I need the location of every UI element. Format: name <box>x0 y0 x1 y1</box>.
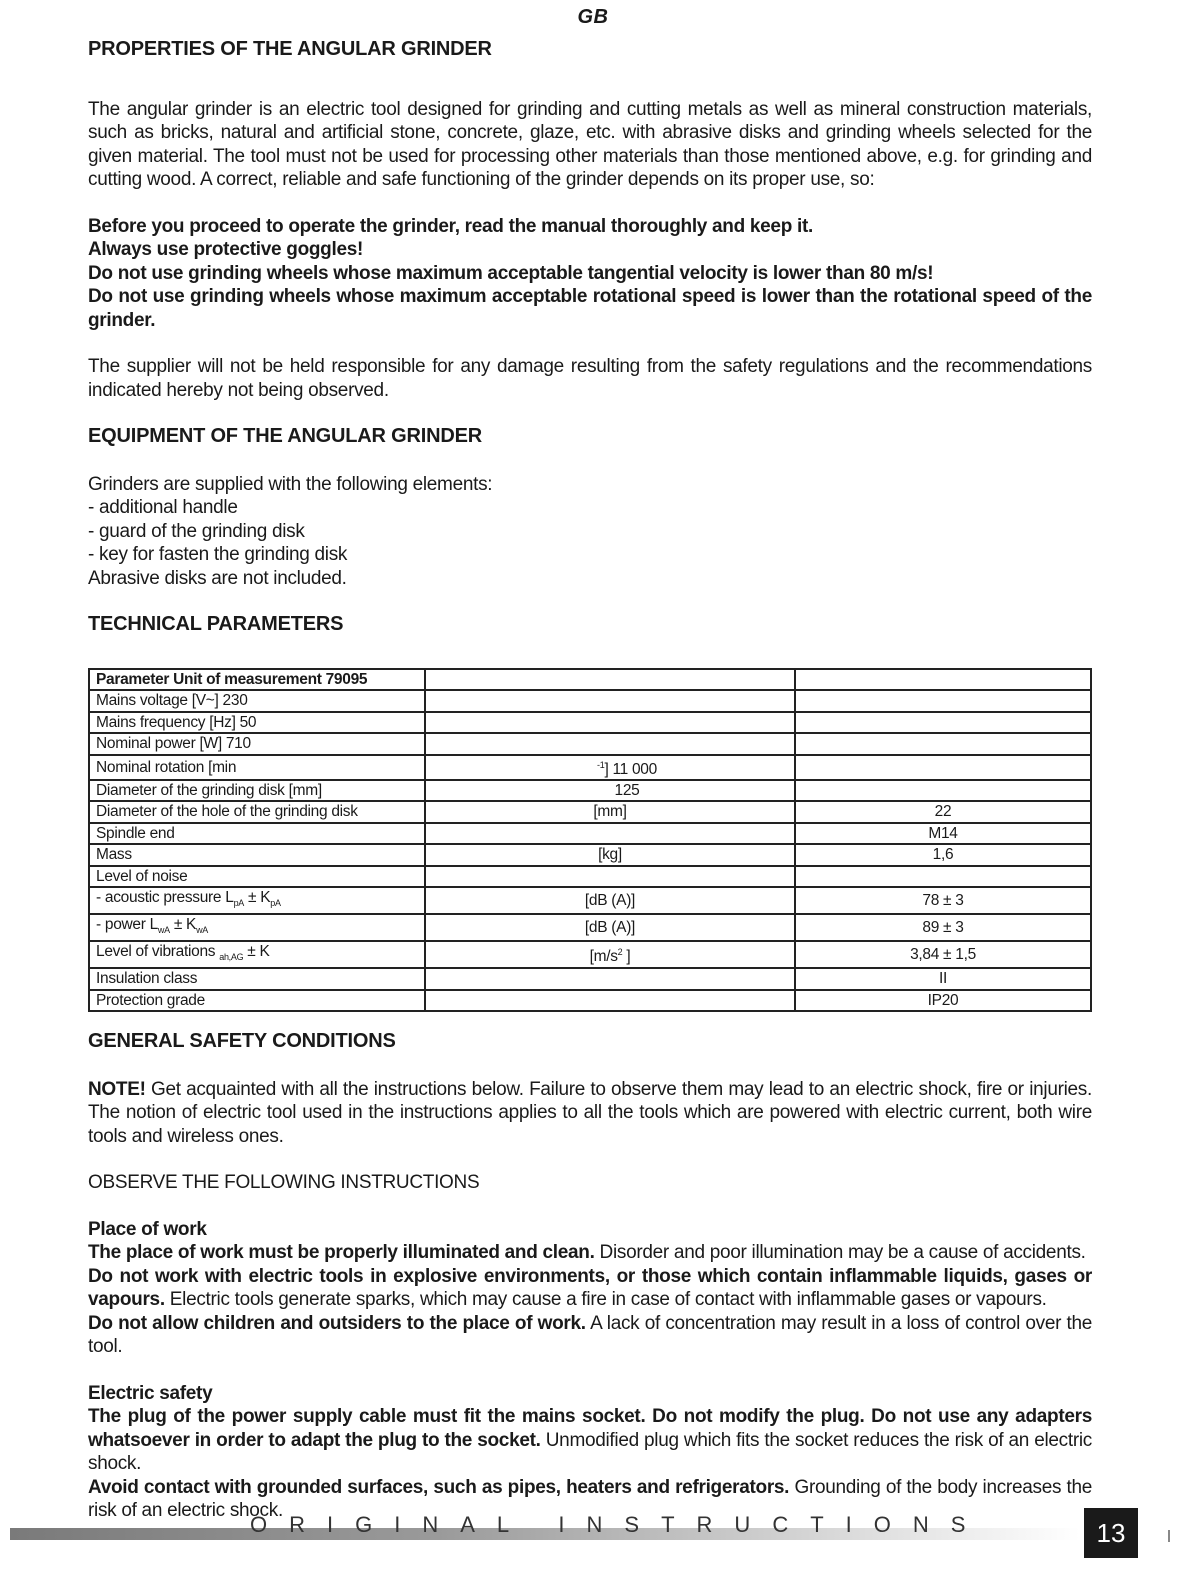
table-row <box>89 968 1091 990</box>
properties-title: PROPERTIES OF THE ANGULAR GRINDER <box>88 38 492 60</box>
table-cell <box>89 887 425 914</box>
table-row <box>89 887 1091 914</box>
electric-safety-section <box>88 1382 1092 1523</box>
cell-text: Level of vibrations <box>96 943 220 960</box>
table-row <box>89 844 1091 866</box>
table-cell: [dB (A)] <box>425 914 795 941</box>
table-cell <box>795 866 1091 888</box>
table-cell: Level of noise <box>89 866 425 888</box>
equipment-item-guard: - guard of the grinding disk <box>88 520 305 542</box>
bold-text: Avoid contact with grounded surfaces, such as pipes, heaters and refrigerators. <box>88 1476 790 1498</box>
table-header-row <box>89 669 1091 691</box>
table-cell: 1,6 <box>795 844 1091 866</box>
table-cell: Nominal power [W] 710 <box>89 733 425 755</box>
table-cell <box>425 690 795 712</box>
properties-warnings <box>88 215 1092 333</box>
place-paragraph-1 <box>88 1241 1092 1265</box>
table-cell <box>795 780 1091 802</box>
table-cell <box>425 968 795 990</box>
observe-instructions: OBSERVE THE FOLLOWING INSTRUCTIONS <box>88 1172 480 1193</box>
table-cell: Mass <box>89 844 425 866</box>
table-row <box>89 801 1091 823</box>
subscript: ah,AG <box>219 952 244 962</box>
safety-title: GENERAL SAFETY CONDITIONS <box>88 1030 396 1052</box>
subscript: wA <box>157 925 170 935</box>
cell-text: ± K <box>169 916 197 933</box>
cell-text: - acoustic pressure L <box>96 889 234 906</box>
technical-title: TECHNICAL PARAMETERS <box>88 613 344 635</box>
warning-read-manual: Before you proceed to operate the grinder, read the manual thoroughly and keep it. <box>88 215 813 237</box>
table-row <box>89 866 1091 888</box>
table-cell: Diameter of the hole of the grinding disk <box>89 801 425 823</box>
superscript: -1 <box>597 759 605 770</box>
table-cell <box>795 733 1091 755</box>
table-cell <box>795 669 1091 691</box>
footer-original-instructions: ORIGINAL INSTRUCTIONS <box>250 1512 988 1537</box>
superscript: 2 <box>617 947 623 957</box>
table-cell: Protection grade <box>89 990 425 1012</box>
table-cell: 78 ± 3 <box>795 887 1091 914</box>
table-cell <box>795 712 1091 734</box>
place-of-work-section <box>88 1218 1092 1359</box>
table-row <box>89 755 1091 780</box>
place-of-work-heading: Place of work <box>88 1218 207 1240</box>
table-cell: [dB (A)] <box>425 887 795 914</box>
table-cell: Mains voltage [V~] 230 <box>89 690 425 712</box>
cell-text: ] <box>622 948 631 965</box>
table-cell <box>89 914 425 941</box>
table-cell: Nominal rotation [min <box>89 755 425 780</box>
table-row <box>89 780 1091 802</box>
properties-intro: The angular grinder is an electric tool designed for grinding and cutting metals as well as mineral construction materials, such as bricks, natural and artificial stone, concrete, glaze, etc. with abrasive disks and grinding wheels selected for the given material. The tool must not be used for processing other materials than those mentioned above, e.g. for grinding and cutting wood. A correct, reliable and safe functioning of the grinder depends on its proper use, so: <box>88 98 1092 190</box>
cell-text: ± K <box>243 943 270 960</box>
table-cell <box>795 755 1091 780</box>
edge-mark <box>1168 1530 1170 1542</box>
body-text: Grounding of the body increases the risk of an electric shock. <box>88 1476 1092 1521</box>
body-text: Unmodified plug which fits the socket reduces the risk of an electric shock. <box>88 1429 1092 1474</box>
table-cell: 22 <box>795 801 1091 823</box>
table-cell: M14 <box>795 823 1091 845</box>
electric-paragraph-1 <box>88 1405 1092 1476</box>
table-row <box>89 914 1091 941</box>
cell-text: [m/s <box>589 948 618 965</box>
note-text: Get acquainted with all the instructions below. Failure to observe them may lead to an electric shock, fire or injuries. The notion of electric tool used in the instructions applies to all the tools which are powered with electric current, both wire tools and wireless ones. <box>88 1078 1092 1147</box>
equipment-item-key: - key for fasten the grinding disk <box>88 544 348 565</box>
table-row <box>89 712 1091 734</box>
table-cell: [kg] <box>425 844 795 866</box>
table-row <box>89 733 1091 755</box>
table-cell <box>425 669 795 691</box>
table-header-cell: Parameter Unit of measurement 79095 <box>89 669 425 691</box>
properties-disclaimer: The supplier will not be held responsible for any damage resulting from the safety regulations and the recommendations indicated hereby not being observed. <box>88 356 1092 401</box>
table-cell: Diameter of the grinding disk [mm] <box>89 780 425 802</box>
table-cell <box>425 866 795 888</box>
table-row <box>89 990 1091 1012</box>
table-cell: 89 ± 3 <box>795 914 1091 941</box>
equipment-intro: Grinders are supplied with the following elements: <box>88 473 493 495</box>
equipment-item-handle: - additional handle <box>88 497 238 518</box>
body-text: Electric tools generate sparks, which may cause a fire in case of contact with inflammable gases or vapours. <box>164 1289 1047 1310</box>
table-cell: II <box>795 968 1091 990</box>
place-paragraph-3 <box>88 1312 1092 1359</box>
table-cell <box>425 733 795 755</box>
warning-tangential-velocity: Do not use grinding wheels whose maximum acceptable tangential velocity is lower than 80 m/s! <box>88 262 934 284</box>
table-cell <box>425 941 795 968</box>
table-cell: 3,84 ± 1,5 <box>795 941 1091 968</box>
table-row <box>89 823 1091 845</box>
cell-text: ] 11 000 <box>604 760 657 778</box>
subscript: wA <box>196 925 208 935</box>
body-text: A lack of concentration may result in a loss of control over the tool. <box>88 1312 1093 1357</box>
table-cell: IP20 <box>795 990 1091 1012</box>
page-header-lang: GB <box>577 6 609 28</box>
warning-goggles: Always use protective goggles! <box>88 239 364 260</box>
equipment-note: Abrasive disks are not included. <box>88 567 347 589</box>
body-text: Disorder and poor illumination may be a cause of accidents. <box>594 1242 1086 1263</box>
table-cell <box>425 990 795 1012</box>
table-cell <box>425 823 795 845</box>
safety-note <box>88 1078 1092 1149</box>
document-body <box>88 38 1092 1523</box>
subscript: pA <box>270 898 281 908</box>
table-row <box>89 690 1091 712</box>
bold-text: Do not work with electric tools in explosive environments, or those which contain inflammable liquids, gases or vapours. <box>88 1265 1092 1310</box>
table-cell <box>425 712 795 734</box>
table-cell <box>795 690 1091 712</box>
equipment-title: EQUIPMENT OF THE ANGULAR GRINDER <box>88 425 482 447</box>
equipment-list <box>88 473 1092 591</box>
table-row <box>89 941 1091 968</box>
bold-text: The place of work must be properly illuminated and clean. <box>88 1242 595 1263</box>
bold-text: The plug of the power supply cable must fit the mains socket. Do not modify the plug. Do not use any adapters whatsoever in order to adapt the plug to the socket. <box>88 1406 1092 1451</box>
note-label: NOTE! <box>88 1078 146 1100</box>
technical-parameters-table <box>88 668 1092 1013</box>
table-cell: Insulation class <box>89 968 425 990</box>
table-cell <box>425 755 795 780</box>
table-cell: Mains frequency [Hz] 50 <box>89 712 425 734</box>
place-paragraph-2 <box>88 1265 1092 1312</box>
cell-text: - power L <box>96 916 158 933</box>
table-cell: Spindle end <box>89 823 425 845</box>
subscript: pA <box>233 898 244 908</box>
warning-rotational-speed: Do not use grinding wheels whose maximum acceptable rotational speed is lower than the rotational speed of the grinder. <box>88 286 1092 331</box>
table-cell: 125 <box>425 780 795 802</box>
cell-text: ± K <box>244 889 271 906</box>
bold-text: Do not allow children and outsiders to the place of work. <box>88 1312 586 1334</box>
table-cell: [mm] <box>425 801 795 823</box>
electric-safety-heading: Electric safety <box>88 1382 213 1404</box>
table-cell <box>89 941 425 968</box>
page-number: 13 <box>1084 1508 1138 1558</box>
